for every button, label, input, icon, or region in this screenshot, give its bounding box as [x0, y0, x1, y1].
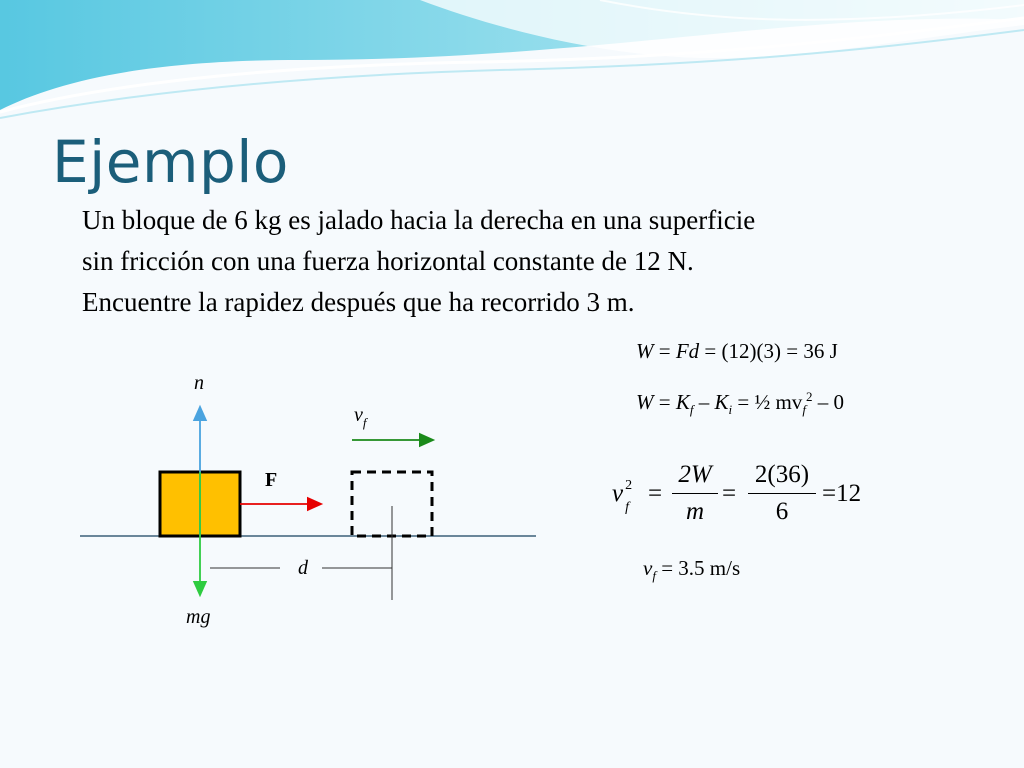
displacement-label: d: [298, 557, 308, 579]
vf-squared-symbol: v 2 f: [612, 478, 633, 515]
normal-force-label: n: [194, 372, 204, 394]
work-energy-tail: – 0: [817, 390, 844, 414]
applied-force-label: F: [265, 469, 278, 491]
work-energy-rhs: = ½ mv: [737, 390, 803, 414]
fraction-numerator: 2(36): [754, 461, 810, 488]
fraction-work-mass: [672, 461, 718, 526]
fraction-denominator: 6: [775, 498, 789, 525]
equals-sign: =: [648, 480, 663, 507]
velocity-label-main: v: [354, 404, 363, 426]
problem-line: Un bloque de 6 kg es jalado hacia la derecha en una superficie: [82, 205, 756, 235]
equals-sign: =: [722, 480, 737, 507]
fraction-denominator: m: [685, 498, 705, 525]
fraction-numeric: [748, 461, 816, 526]
fraction-numerator: 2W: [678, 461, 712, 488]
problem-line: Encuentre la rapidez después que ha recorrido 3 m.: [82, 287, 635, 317]
fraction-result: =12: [822, 480, 862, 507]
velocity-label-sub: f: [362, 415, 367, 430]
slide-title: Ejemplo: [52, 128, 289, 196]
final-speed-equation: $v_f = 3.5$ m/s: [643, 556, 741, 584]
problem-line: sin fricción con una fuerza horizontal constante de 12 N.: [82, 246, 694, 276]
final-speed-value: = 3.5 m/s: [661, 556, 741, 580]
gravity-force-label: mg: [186, 606, 211, 628]
work-equation: W = Fd = (12)(3) = 36 J: [636, 339, 838, 363]
work-energy-equation: $W = K_f - K_i$ = ½ $mv_f^2 - 0$: [636, 389, 844, 418]
work-equation-value: = (12)(3) = 36 J: [704, 339, 838, 363]
velocity-label: [354, 404, 369, 430]
